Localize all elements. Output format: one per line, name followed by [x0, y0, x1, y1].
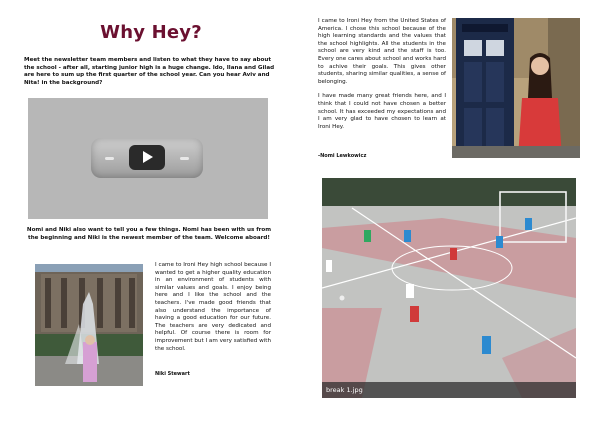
intro-paragraph: Meet the newsletter team members and listen to what they have to say about the school - after all, starting junior high is a huge change. Ido, Ilana and Gilad are here to sum up the first quarter of the school year. Can you hear Aviv and Nita! in the background?: [24, 57, 275, 86]
video-dot-left: [105, 157, 114, 160]
nomi-signature: -Nomi Lewkowicz: [318, 153, 367, 159]
nomi-paragraph-1: I came to Ironi Hey from the United States of America. I chose this school because of the high learning standards and the values that the school highlights. All the students in the school are very kind and the staff is too. Every one cares about school and works hard to achive their goals. This gives other students, sharing similar qualities, a sense of belonging.: [318, 18, 446, 85]
soccer-photo-caption: break 1.jpg: [322, 382, 576, 398]
video-player[interactable]: [28, 98, 268, 219]
castle-fountain-photo: [35, 264, 143, 386]
team-caption: Nomi and Niki also want to tell you a few things. Nomi has been with us from the beginning and Niki is the newest member of the team. Welcome aboard!: [26, 227, 272, 241]
play-icon[interactable]: [143, 151, 153, 163]
niki-paragraph: I came to Ironi Hey high school because I wanted to get a higher quality education in an environment of students with similar values and goals. I enjoy being here and I like the school and the teachers. I've made good friends that also understand the importance of having a good education for our future. The teachers are very dedicated and helpful. Of course there is room for improvement but I am very satisfied with the school.: [155, 262, 271, 352]
nomi-text: [318, 18, 446, 131]
soccer-photo: [322, 178, 576, 398]
tardis-photo: [452, 18, 580, 158]
video-dot-right: [180, 157, 189, 160]
nomi-paragraph-2: I have made many great friends here, and I think that I could not have chosen a better school. It has exceeded my expectations and I am very glad to have chosen to learn at Ironi Hey.: [318, 93, 446, 130]
page-title: Why Hey?: [100, 22, 202, 43]
niki-signature: Niki Stewart: [155, 371, 190, 377]
